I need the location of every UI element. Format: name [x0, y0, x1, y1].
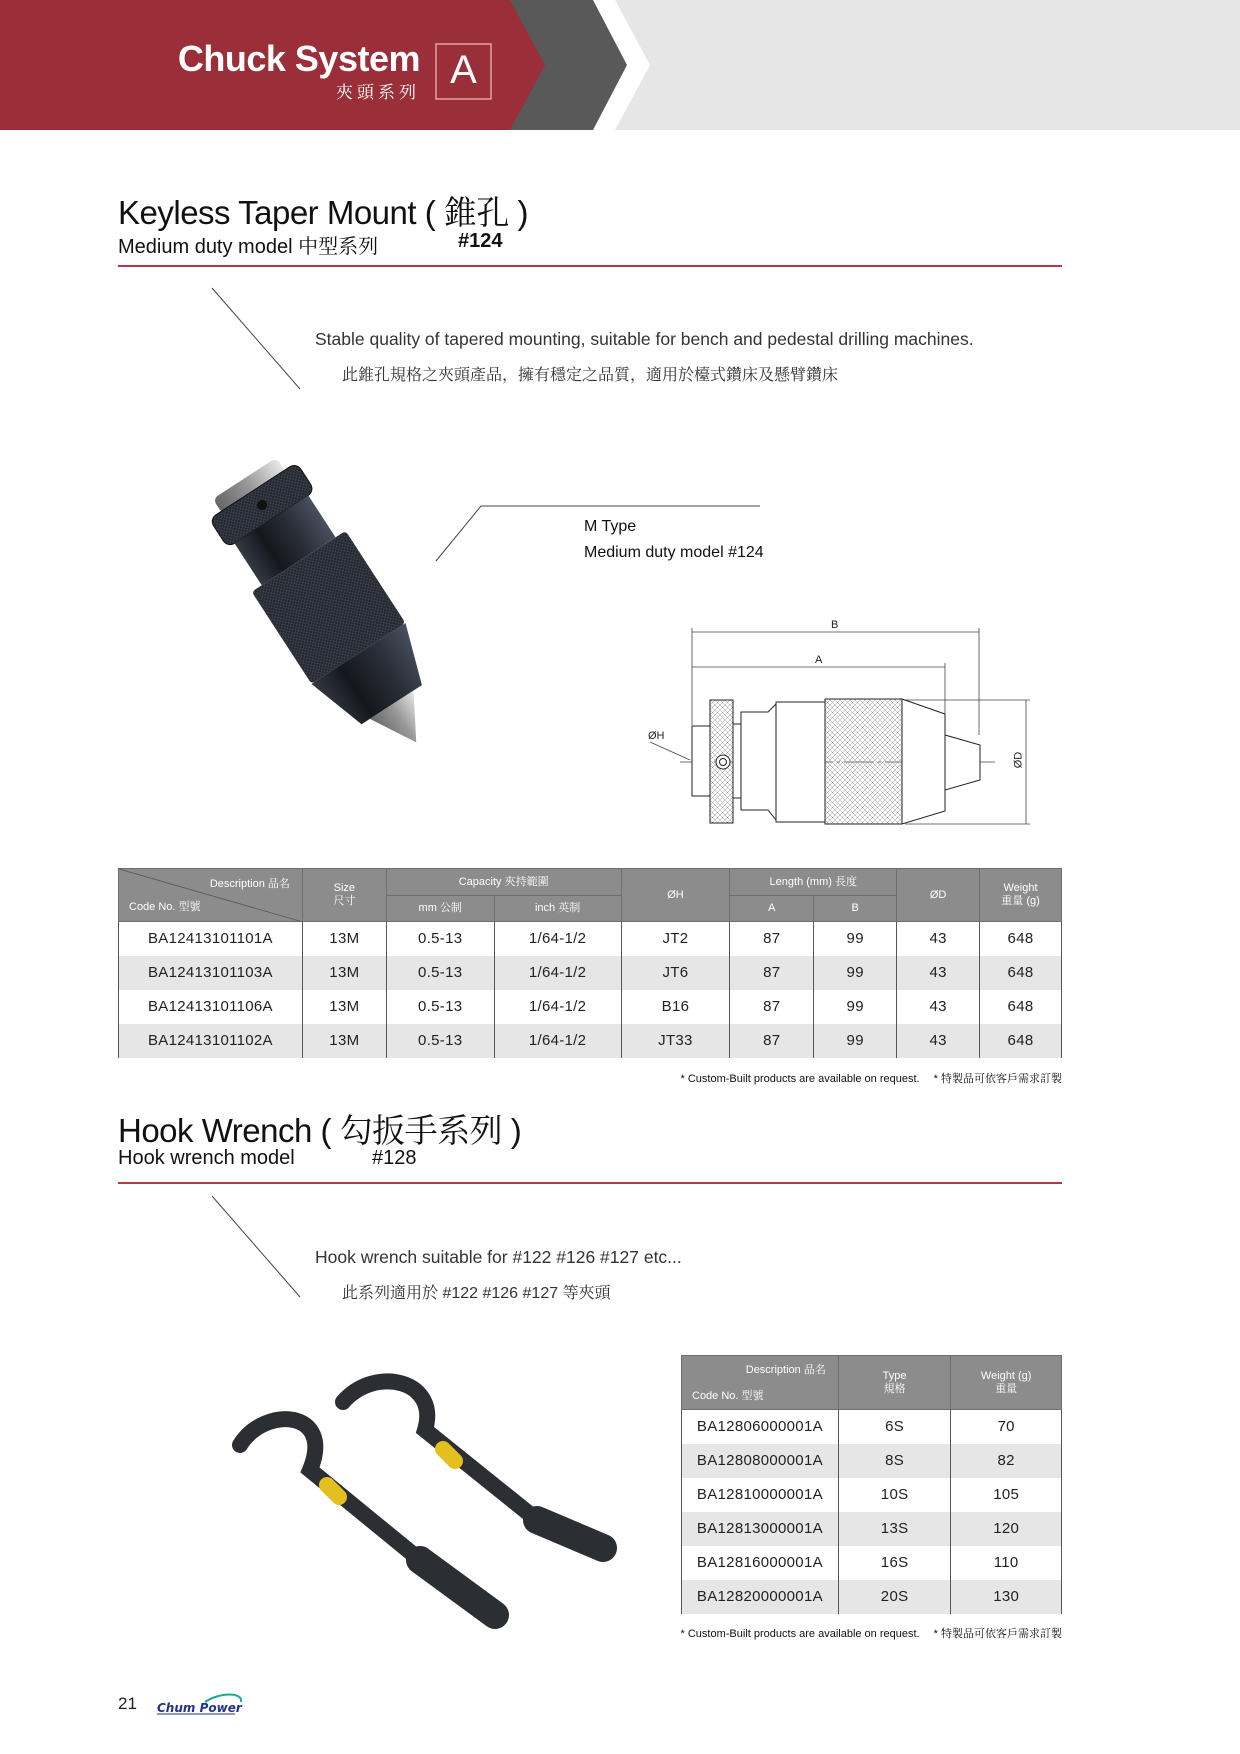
- cell-a: 87: [730, 922, 814, 956]
- cell-weight: 130: [951, 1580, 1062, 1614]
- callout-model: Medium duty model #124: [584, 544, 764, 561]
- cell-type: 16S: [838, 1546, 951, 1580]
- cell-d: 43: [897, 922, 980, 956]
- cell-code: BA12413101103A: [119, 956, 303, 990]
- header-inch: inch 英制: [494, 896, 621, 922]
- header-type: Type: [882, 1369, 907, 1382]
- header-description: Description 品名: [209, 878, 290, 890]
- page-number: 21: [118, 1694, 137, 1713]
- dim-label-h: ØH: [648, 730, 665, 742]
- header-weight-zh: 重量 (g): [1001, 895, 1040, 907]
- section-subtitle: Hook wrench model: [118, 1147, 295, 1169]
- model-number: #124: [458, 230, 503, 252]
- header-capacity: Capacity 夾持範圍: [386, 869, 621, 896]
- cell-weight: 648: [980, 922, 1062, 956]
- hook-wrench-table: [681, 1355, 1062, 1614]
- cell-weight: 82: [951, 1444, 1062, 1478]
- model-number: #128: [372, 1147, 417, 1169]
- table-row: [119, 922, 1062, 956]
- section-title: Keyless Taper Mount ( 錐孔 ): [118, 194, 529, 231]
- cell-code: BA12820000001A: [682, 1580, 839, 1614]
- table-row: [682, 1478, 1062, 1512]
- cell-h: JT33: [621, 1024, 730, 1058]
- table-row: [682, 1546, 1062, 1580]
- header-weight: Weight (g): [980, 1369, 1032, 1382]
- cell-type: 6S: [838, 1410, 951, 1444]
- cell-weight: 648: [980, 1024, 1062, 1058]
- dim-label-a: A: [815, 654, 823, 666]
- cell-weight: 120: [951, 1512, 1062, 1546]
- cell-b: 99: [814, 922, 897, 956]
- header-code: Code No. 型號: [692, 1390, 764, 1402]
- header-h: ØH: [621, 869, 730, 922]
- header-b: B: [814, 896, 897, 922]
- table-row: [119, 1024, 1062, 1058]
- section-subtitle: Medium duty model 中型系列: [118, 236, 379, 258]
- cell-weight: 648: [980, 956, 1062, 990]
- dim-label-b: B: [831, 619, 839, 631]
- cell-weight: 105: [951, 1478, 1062, 1512]
- cell-h: B16: [621, 990, 730, 1024]
- cell-code: BA12806000001A: [682, 1410, 839, 1444]
- custom-note: * Custom-Built products are available on request. * 特製品可依客戶需求訂製: [680, 1073, 1062, 1085]
- cell-b: 99: [814, 956, 897, 990]
- cell-a: 87: [730, 956, 814, 990]
- dim-label-d: ØD: [1012, 751, 1025, 769]
- description-zh: 此系列適用於 #122 #126 #127 等夾頭: [342, 1285, 611, 1302]
- cell-mm: 0.5-13: [386, 1024, 494, 1058]
- header-size: Size: [333, 882, 356, 894]
- cell-b: 99: [814, 1024, 897, 1058]
- header-title: Chuck System: [177, 38, 420, 79]
- table-row: [682, 1410, 1062, 1444]
- cell-size: 13M: [302, 990, 386, 1024]
- header-size-zh: 尺寸: [333, 895, 356, 907]
- table-row: [119, 990, 1062, 1024]
- header-length: Length (mm) 長度: [730, 869, 897, 896]
- cell-size: 13M: [302, 922, 386, 956]
- cell-code: BA12808000001A: [682, 1444, 839, 1478]
- header-a: A: [730, 896, 814, 922]
- cell-type: 10S: [838, 1478, 951, 1512]
- cell-weight: 70: [951, 1410, 1062, 1444]
- cell-a: 87: [730, 1024, 814, 1058]
- cell-b: 99: [814, 990, 897, 1024]
- cell-code: BA12413101106A: [119, 990, 303, 1024]
- cell-inch: 1/64-1/2: [494, 922, 621, 956]
- cell-mm: 0.5-13: [386, 922, 494, 956]
- table-row: [682, 1512, 1062, 1546]
- callout-type: M Type: [584, 518, 637, 535]
- section-divider: [118, 1182, 1062, 1184]
- cell-inch: 1/64-1/2: [494, 1024, 621, 1058]
- cell-weight: 110: [951, 1546, 1062, 1580]
- table-row: [682, 1580, 1062, 1614]
- section-divider: [118, 265, 1062, 267]
- cell-code: BA12813000001A: [682, 1512, 839, 1546]
- header-code: Code No. 型號: [129, 901, 201, 913]
- cell-size: 13M: [302, 1024, 386, 1058]
- header-description: Description 品名: [745, 1364, 826, 1376]
- cell-type: 20S: [838, 1580, 951, 1614]
- cell-inch: 1/64-1/2: [494, 956, 621, 990]
- table-row: [682, 1444, 1062, 1478]
- chum-power-logo: [155, 1692, 245, 1716]
- header-subtitle: 夾頭系列: [336, 83, 420, 102]
- header-d: ØD: [897, 869, 980, 922]
- header-weight-zh: 重量: [995, 1382, 1018, 1395]
- header-type-zh: 規格: [883, 1382, 906, 1395]
- cell-size: 13M: [302, 956, 386, 990]
- cell-weight: 648: [980, 990, 1062, 1024]
- cell-d: 43: [897, 956, 980, 990]
- description-en: Hook wrench suitable for #122 #126 #127 etc...: [315, 1247, 682, 1267]
- svg-text:Chum Power: Chum Power: [157, 1701, 242, 1715]
- cell-mm: 0.5-13: [386, 956, 494, 990]
- cell-mm: 0.5-13: [386, 990, 494, 1024]
- section-letter: A: [450, 48, 477, 92]
- description-en: Stable quality of tapered mounting, suitable for bench and pedestal drilling machines.: [315, 329, 974, 349]
- cell-inch: 1/64-1/2: [494, 990, 621, 1024]
- cell-type: 13S: [838, 1512, 951, 1546]
- cell-code: BA12816000001A: [682, 1546, 839, 1580]
- section-title: Hook Wrench ( 勾扳手系列 ): [118, 1112, 522, 1149]
- cell-h: JT6: [621, 956, 730, 990]
- decorative-diagonal-line: [210, 286, 304, 392]
- cell-code: BA12810000001A: [682, 1478, 839, 1512]
- description-zh: 此錐孔規格之夾頭產品，擁有穩定之品質，適用於檯式鑽床及懸臂鑽床: [342, 367, 839, 384]
- cell-code: BA12413101101A: [119, 922, 303, 956]
- table-row: [119, 956, 1062, 990]
- chuck-spec-table: [118, 868, 1062, 1058]
- cell-d: 43: [897, 1024, 980, 1058]
- cell-h: JT2: [621, 922, 730, 956]
- cell-a: 87: [730, 990, 814, 1024]
- cell-code: BA12413101102A: [119, 1024, 303, 1058]
- custom-note: * Custom-Built products are available on request. * 特製品可依客戶需求訂製: [680, 1628, 1062, 1640]
- header-weight: Weight: [1003, 882, 1038, 894]
- header-mm: mm 公制: [386, 896, 494, 922]
- cell-type: 8S: [838, 1444, 951, 1478]
- cell-d: 43: [897, 990, 980, 1024]
- dimension-drawing: [640, 600, 1040, 840]
- decorative-diagonal-line: [210, 1194, 304, 1300]
- hook-wrench-image: [225, 1370, 625, 1640]
